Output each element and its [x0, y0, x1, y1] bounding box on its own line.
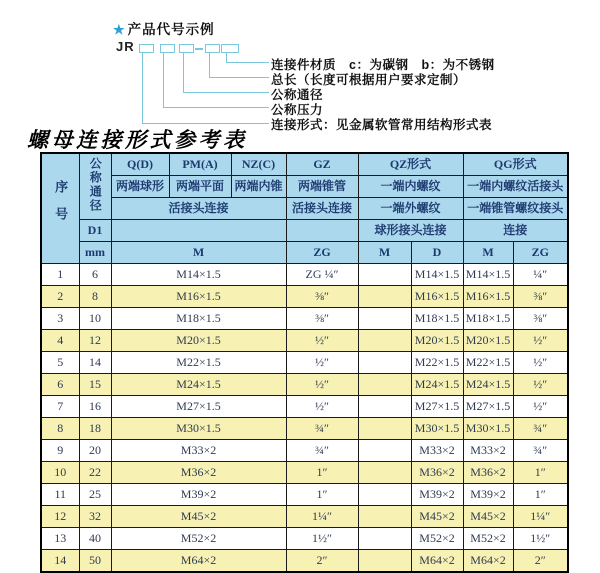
- table-row: [41, 308, 568, 330]
- cell-dn: 6: [79, 264, 111, 286]
- header-qg-m: M: [463, 242, 513, 264]
- cell-m: M33×2: [111, 440, 286, 462]
- cell-zg: 1½″: [286, 528, 358, 550]
- cell-qg_m: M27×1.5: [463, 396, 513, 418]
- cell-zg: ¾″: [286, 440, 358, 462]
- cell-qz_d: M64×2: [411, 550, 463, 573]
- header-qz-row4: 球形接头连接: [358, 220, 463, 242]
- cell-qg_m: M36×2: [463, 462, 513, 484]
- cell-no: 7: [41, 396, 79, 418]
- cell-m: M14×1.5: [111, 264, 286, 286]
- table-row: [41, 374, 568, 396]
- cell-no: 2: [41, 286, 79, 308]
- cell-m: M39×2: [111, 484, 286, 506]
- code-box-5: [221, 44, 239, 53]
- diagram-label-material: 连接件材质 c：为碳钢 b：为不锈钢: [271, 58, 495, 72]
- cell-qz_d: M22×1.5: [411, 352, 463, 374]
- cell-qz_m: [358, 352, 411, 374]
- nut-connection-table: [40, 152, 569, 573]
- cell-qg_zg: ½″: [513, 374, 568, 396]
- cell-no: 5: [41, 352, 79, 374]
- cell-qz_m: [358, 462, 411, 484]
- cell-dn: 16: [79, 396, 111, 418]
- code-prefix: JR: [116, 39, 135, 54]
- code-box-3: [179, 44, 194, 53]
- table-row: [41, 550, 568, 573]
- cell-qg_zg: 2″: [513, 550, 568, 573]
- header-pm-desc: 两端平面: [169, 176, 231, 198]
- cell-no: 10: [41, 462, 79, 484]
- cell-qz_d: M36×2: [411, 462, 463, 484]
- cell-dn: 10: [79, 308, 111, 330]
- cell-qg_m: M39×2: [463, 484, 513, 506]
- cell-zg: ⅜″: [286, 286, 358, 308]
- cell-qg_m: M45×2: [463, 506, 513, 528]
- cell-zg: ¾″: [286, 418, 358, 440]
- header-union-conn: 活接头连接: [111, 198, 286, 220]
- cell-no: 3: [41, 308, 79, 330]
- cell-dn: 25: [79, 484, 111, 506]
- cell-no: 8: [41, 418, 79, 440]
- cell-qz_m: [358, 308, 411, 330]
- code-dash: [195, 48, 203, 50]
- cell-m: M20×1.5: [111, 330, 286, 352]
- cell-m: M16×1.5: [111, 286, 286, 308]
- cell-qg_m: M18×1.5: [463, 308, 513, 330]
- header-q-desc: 两端球形: [111, 176, 169, 198]
- cell-qg_m: M16×1.5: [463, 286, 513, 308]
- header-qz-code: QZ形式: [358, 153, 463, 176]
- cell-qg_zg: ½″: [513, 330, 568, 352]
- cell-no: 6: [41, 374, 79, 396]
- cell-qz_m: [358, 440, 411, 462]
- cell-qg_zg: ⅜″: [513, 308, 568, 330]
- cell-qg_zg: 1½″: [513, 528, 568, 550]
- table-row: [41, 330, 568, 352]
- cell-qg_zg: ½″: [513, 396, 568, 418]
- cell-dn: 50: [79, 550, 111, 573]
- cell-qz_d: M16×1.5: [411, 286, 463, 308]
- cell-qz_m: [358, 506, 411, 528]
- cell-no: 11: [41, 484, 79, 506]
- table-row: [41, 462, 568, 484]
- diagram-label-length: 总长（长度可根据用户要求定制）: [271, 73, 467, 87]
- header-gz-unit: ZG: [286, 242, 358, 264]
- cell-no: 9: [41, 440, 79, 462]
- cell-qz_m: [358, 484, 411, 506]
- cell-dn: 32: [79, 506, 111, 528]
- cell-zg: 2″: [286, 550, 358, 573]
- page-title: 螺母连接形式参考表: [27, 128, 248, 152]
- cell-m: M45×2: [111, 506, 286, 528]
- cell-qz_m: [358, 528, 411, 550]
- cell-qz_m: [358, 550, 411, 573]
- connector-line-5: [142, 53, 269, 124]
- table-row: [41, 396, 568, 418]
- diagram-heading: [113, 18, 215, 38]
- cell-zg: ZG ¼″: [286, 264, 358, 286]
- cell-m: M36×2: [111, 462, 286, 484]
- cell-qz_d: M33×2: [411, 440, 463, 462]
- cell-qz_d: M39×2: [411, 484, 463, 506]
- table-row: [41, 484, 568, 506]
- code-box-1: [139, 44, 154, 53]
- cell-qz_m: [358, 330, 411, 352]
- header-gz-conn: 活接头连接: [286, 198, 358, 220]
- cell-zg: ½″: [286, 330, 358, 352]
- product-code-diagram: [0, 0, 600, 135]
- table-body: [41, 264, 568, 573]
- cell-zg: 1″: [286, 484, 358, 506]
- cell-qz_m: [358, 418, 411, 440]
- cell-dn: 20: [79, 440, 111, 462]
- cell-m: M27×1.5: [111, 396, 286, 418]
- header-qz-d: D: [411, 242, 463, 264]
- cell-qg_zg: ¾″: [513, 418, 568, 440]
- table-header: [41, 153, 568, 264]
- cell-qz_d: M30×1.5: [411, 418, 463, 440]
- cell-qg_m: M20×1.5: [463, 330, 513, 352]
- header-blank-1: [111, 220, 286, 242]
- cell-m: M52×2: [111, 528, 286, 550]
- cell-qg_zg: 1″: [513, 462, 568, 484]
- table-row: [41, 506, 568, 528]
- header-gz-code: GZ: [286, 153, 358, 176]
- cell-qz_d: M45×2: [411, 506, 463, 528]
- header-qz-desc: 一端内螺纹: [358, 176, 463, 198]
- table-row: [41, 418, 568, 440]
- cell-qg_zg: 1¼″: [513, 506, 568, 528]
- cell-qg_zg: ½″: [513, 352, 568, 374]
- cell-m: M30×1.5: [111, 418, 286, 440]
- header-qg-zg: ZG: [513, 242, 568, 264]
- cell-qg_zg: 1″: [513, 484, 568, 506]
- cell-zg: ½″: [286, 396, 358, 418]
- header-qg-desc: 一端内螺纹活接头: [463, 176, 568, 198]
- header-nz-code: NZ(C): [231, 153, 286, 176]
- cell-no: 1: [41, 264, 79, 286]
- cell-qz_d: M52×2: [411, 528, 463, 550]
- cell-qg_m: M22×1.5: [463, 352, 513, 374]
- cell-zg: ½″: [286, 374, 358, 396]
- diagram-label-connection: 连接形式：见金属软管常用结构形式表: [271, 118, 493, 132]
- cell-dn: 12: [79, 330, 111, 352]
- cell-no: 4: [41, 330, 79, 352]
- cell-m: M24×1.5: [111, 374, 286, 396]
- cell-qg_m: M33×2: [463, 440, 513, 462]
- cell-no: 12: [41, 506, 79, 528]
- cell-qg_zg: ⅜″: [513, 286, 568, 308]
- cell-qg_zg: ¾″: [513, 440, 568, 462]
- table-row: [41, 352, 568, 374]
- cell-dn: 15: [79, 374, 111, 396]
- cell-dn: 8: [79, 286, 111, 308]
- diagram-label-diameter: 公称通径: [271, 88, 324, 102]
- header-qg-row3: 一端锥管螺纹接头: [463, 198, 568, 220]
- cell-m: M64×2: [111, 550, 286, 573]
- cell-qz_m: [358, 396, 411, 418]
- cell-qz_m: [358, 286, 411, 308]
- cell-qz_m: [358, 374, 411, 396]
- cell-zg: 1″: [286, 462, 358, 484]
- cell-qg_m: M14×1.5: [463, 264, 513, 286]
- code-box-2: [160, 44, 175, 53]
- cell-zg: ⅜″: [286, 308, 358, 330]
- cell-qz_d: M14×1.5: [411, 264, 463, 286]
- cell-qg_m: M30×1.5: [463, 418, 513, 440]
- cell-dn: 40: [79, 528, 111, 550]
- cell-qz_d: M24×1.5: [411, 374, 463, 396]
- header-pm-code: PM(A): [169, 153, 231, 176]
- star-icon: ★: [113, 22, 126, 37]
- cell-dn: 22: [79, 462, 111, 484]
- header-m-unit: M: [111, 242, 286, 264]
- cell-no: 13: [41, 528, 79, 550]
- cell-qz_d: M18×1.5: [411, 308, 463, 330]
- table-row: [41, 264, 568, 286]
- header-dn: 公称通径: [79, 153, 111, 220]
- header-qz-m: M: [358, 242, 411, 264]
- header-blank-2: [286, 220, 358, 242]
- cell-zg: 1¼″: [286, 506, 358, 528]
- table-row: [41, 286, 568, 308]
- cell-qg_m: M64×2: [463, 550, 513, 573]
- cell-dn: 18: [79, 418, 111, 440]
- cell-qz_m: [358, 264, 411, 286]
- diagram-label-pressure: 公称压力: [271, 103, 324, 117]
- cell-m: M18×1.5: [111, 308, 286, 330]
- table-row: [41, 528, 568, 550]
- cell-qg_m: M52×2: [463, 528, 513, 550]
- header-mm: mm: [79, 242, 111, 264]
- cell-qz_d: M27×1.5: [411, 396, 463, 418]
- header-nz-desc: 两端内锥: [231, 176, 286, 198]
- diagram-heading-text: 产品代号示例: [127, 22, 215, 37]
- header-qz-row3: 一端外螺纹: [358, 198, 463, 220]
- cell-zg: ½″: [286, 352, 358, 374]
- header-seq: 序号: [41, 153, 79, 264]
- table-row: [41, 440, 568, 462]
- header-qg-row4: 连接: [463, 220, 568, 242]
- code-box-4: [205, 44, 220, 53]
- header-gz-desc: 两端锥管: [286, 176, 358, 198]
- header-d1: D1: [79, 220, 111, 242]
- cell-qg_m: M24×1.5: [463, 374, 513, 396]
- cell-qz_d: M20×1.5: [411, 330, 463, 352]
- header-q-code: Q(D): [111, 153, 169, 176]
- cell-qg_zg: ¼″: [513, 264, 568, 286]
- cell-no: 14: [41, 550, 79, 573]
- cell-m: M22×1.5: [111, 352, 286, 374]
- header-qg-code: QG形式: [463, 153, 568, 176]
- cell-dn: 14: [79, 352, 111, 374]
